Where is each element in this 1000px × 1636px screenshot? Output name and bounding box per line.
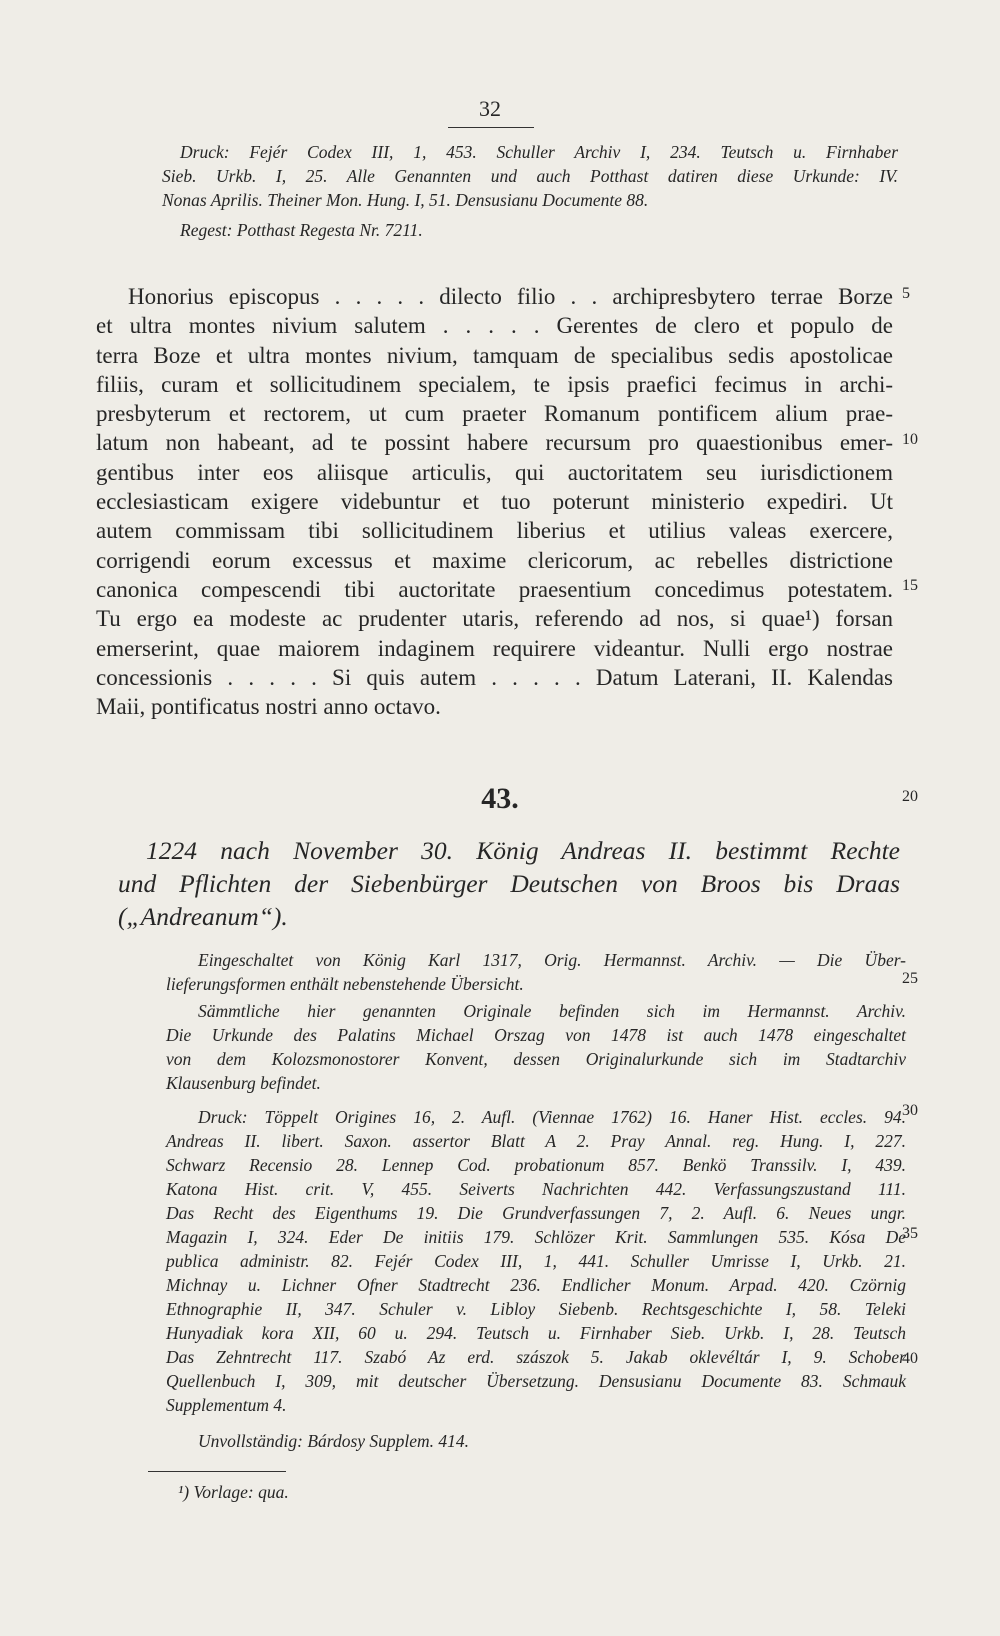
previous-references bbox=[162, 140, 898, 242]
text-line: autem commissam tibi sollicitudinem liberius et utilius valeas exercere, bbox=[96, 518, 893, 544]
heading-line: und Pflichten der Siebenbürger Deutschen von Broos bis Draas bbox=[118, 869, 900, 898]
print-ref-line: Das Recht des Eigenthums 19. Die Grundverfassungen 7, 2. Aufl. 6. Neues ungr. bbox=[166, 1203, 906, 1223]
line-number: 35 bbox=[902, 1225, 918, 1242]
note-line: von dem Kolozsmonostorer Konvent, dessen Originalurkunde sich im Stadtarchiv bbox=[166, 1049, 906, 1069]
note-line: lieferungsformen enthält nebenstehende Übersicht. bbox=[166, 974, 524, 994]
print-ref-line: Druck: Töppelt Origines 16, 2. Aufl. (Viennae 1762) 16. Haner Hist. eccles. 94. bbox=[198, 1107, 906, 1127]
prev-ref-line: Sieb. Urkb. I, 25. Alle Genannten und auch Potthast datiren diese Urkunde: IV. bbox=[162, 166, 898, 186]
line-number: 15 bbox=[902, 577, 918, 594]
document-number: 43. bbox=[481, 782, 519, 815]
print-ref-line: publica administr. 82. Fejér Codex III, 1, 441. Schuller Umrisse I, Urkb. 21. bbox=[166, 1251, 906, 1271]
footnote-rule bbox=[148, 1471, 286, 1472]
print-ref-line: Quellenbuch I, 309, mit deutscher Übersetzung. Densusianu Documente 83. Schmauk bbox=[166, 1371, 906, 1391]
text-line: filiis, curam et sollicitudinem specialem, te ipsis praefici fecimus in archi- bbox=[96, 371, 893, 397]
line-number: 20 bbox=[902, 788, 918, 805]
print-ref-line: Michnay u. Lichner Ofner Stadtrecht 236. Endlicher Monum. Arpad. 420. Czörnig bbox=[166, 1275, 906, 1295]
text-line: terra Boze et ultra montes nivium, tamquam de specialibus sedis apostolicae bbox=[96, 342, 893, 368]
print-ref-line: Andreas II. libert. Saxon. assertor Blatt A 2. Pray Annal. reg. Hung. I, 227. bbox=[166, 1131, 906, 1151]
text-line: et ultra montes nivium salutem . . . . . Gerentes de clero et populo de bbox=[96, 313, 893, 339]
text-line: Tu ergo ea modeste ac prudenter utaris, referendo ad nos, si quae¹) forsan bbox=[96, 606, 893, 632]
note-line: Klausenburg befindet. bbox=[166, 1073, 321, 1093]
incomplete-reference: Unvollständig: Bárdosy Supplem. 414. bbox=[198, 1431, 470, 1451]
text-line: Honorius episcopus . . . . . dilecto filio . . archipresbytero terrae Borze bbox=[128, 284, 893, 309]
regest-line: Regest: Potthast Regesta Nr. 7211. bbox=[180, 220, 423, 240]
print-ref-line: Ethnographie II, 347. Schuler v. Libloy Siebenb. Rechtsgeschichte I, 58. Teleki bbox=[166, 1299, 906, 1319]
transmission-notes bbox=[166, 948, 906, 1095]
line-number: 5 bbox=[902, 285, 910, 302]
text-line: latum non habeant, ad te possint habere recursum pro quaestionibus emer- bbox=[96, 430, 893, 456]
text-line: Maii, pontificatus nostri anno octavo. bbox=[96, 694, 441, 720]
text-line: gentibus inter eos aliisque articulis, qui auctoritatem seu iurisdictionem bbox=[96, 459, 893, 485]
print-ref-line: Supplementum 4. bbox=[166, 1395, 287, 1415]
footnote: ¹) Vorlage: qua. bbox=[178, 1482, 289, 1502]
charter-text bbox=[96, 282, 893, 721]
text-line: concessionis . . . . . Si quis autem . . . . . Datum Laterani, II. Kalendas bbox=[96, 664, 893, 690]
print-ref-line: Magazin I, 324. Eder De initiis 179. Schlözer Krit. Sammlungen 535. Kósa De bbox=[166, 1227, 906, 1247]
print-ref-line: Schwarz Recensio 28. Lennep Cod. probationum 857. Benkö Transsilv. I, 439. bbox=[166, 1155, 906, 1175]
note-line: Sämmtliche hier genannten Originale befinden sich im Hermannst. Archiv. bbox=[198, 1001, 906, 1021]
print-ref-line: Hunyadiak kora XII, 60 u. 294. Teutsch u. Firnhaber Sieb. Urkb. I, 28. Teutsch bbox=[166, 1323, 906, 1343]
document-heading bbox=[118, 834, 900, 933]
print-ref-line: Das Zehntrecht 117. Szabó Az erd. szászok 5. Jakab oklevéltár I, 9. Schober bbox=[166, 1347, 906, 1367]
note-line: Eingeschaltet von König Karl 1317, Orig. Hermannst. Archiv. — Die Über- bbox=[198, 950, 906, 970]
text-line: ecclesiasticam exigere videbuntur et tuo poterunt ministerio expediri. Ut bbox=[96, 489, 893, 515]
text-line: corrigendi eorum excessus et maxime clericorum, ac rebelles districtione bbox=[96, 547, 893, 573]
line-number: 30 bbox=[902, 1102, 918, 1119]
page-number: 32 bbox=[479, 96, 501, 121]
page-number-rule bbox=[448, 127, 534, 128]
prev-ref-line: Druck: Fejér Codex III, 1, 453. Schuller Archiv I, 234. Teutsch u. Firnhaber bbox=[180, 142, 898, 162]
text-line: canonica compescendi tibi auctoritate praesentium concedimus potestatem. bbox=[96, 576, 893, 602]
line-number: 10 bbox=[902, 431, 918, 448]
text-line: presbyterum et rectorem, ut cum praeter Romanum pontificem alium prae- bbox=[96, 401, 893, 427]
prev-ref-line: Nonas Aprilis. Theiner Mon. Hung. I, 51. Densusianu Documente 88. bbox=[162, 190, 649, 210]
note-line: Die Urkunde des Palatins Michael Orszag von 1478 ist auch 1478 eingeschaltet bbox=[166, 1025, 906, 1045]
print-ref-line: Katona Hist. crit. V, 455. Seiverts Nachrichten 442. Verfassungszustand 111. bbox=[166, 1179, 906, 1199]
text-line: emerserint, quae maiorem indaginem requirere videantur. Nulli ergo nostrae bbox=[96, 635, 893, 661]
line-number: 25 bbox=[902, 970, 918, 987]
line-number: 40 bbox=[902, 1350, 918, 1367]
print-references bbox=[166, 1105, 906, 1453]
heading-line: 1224 nach November 30. König Andreas II. bestimmt Rechte bbox=[146, 836, 900, 865]
heading-line: („Andreanum“). bbox=[118, 902, 288, 931]
